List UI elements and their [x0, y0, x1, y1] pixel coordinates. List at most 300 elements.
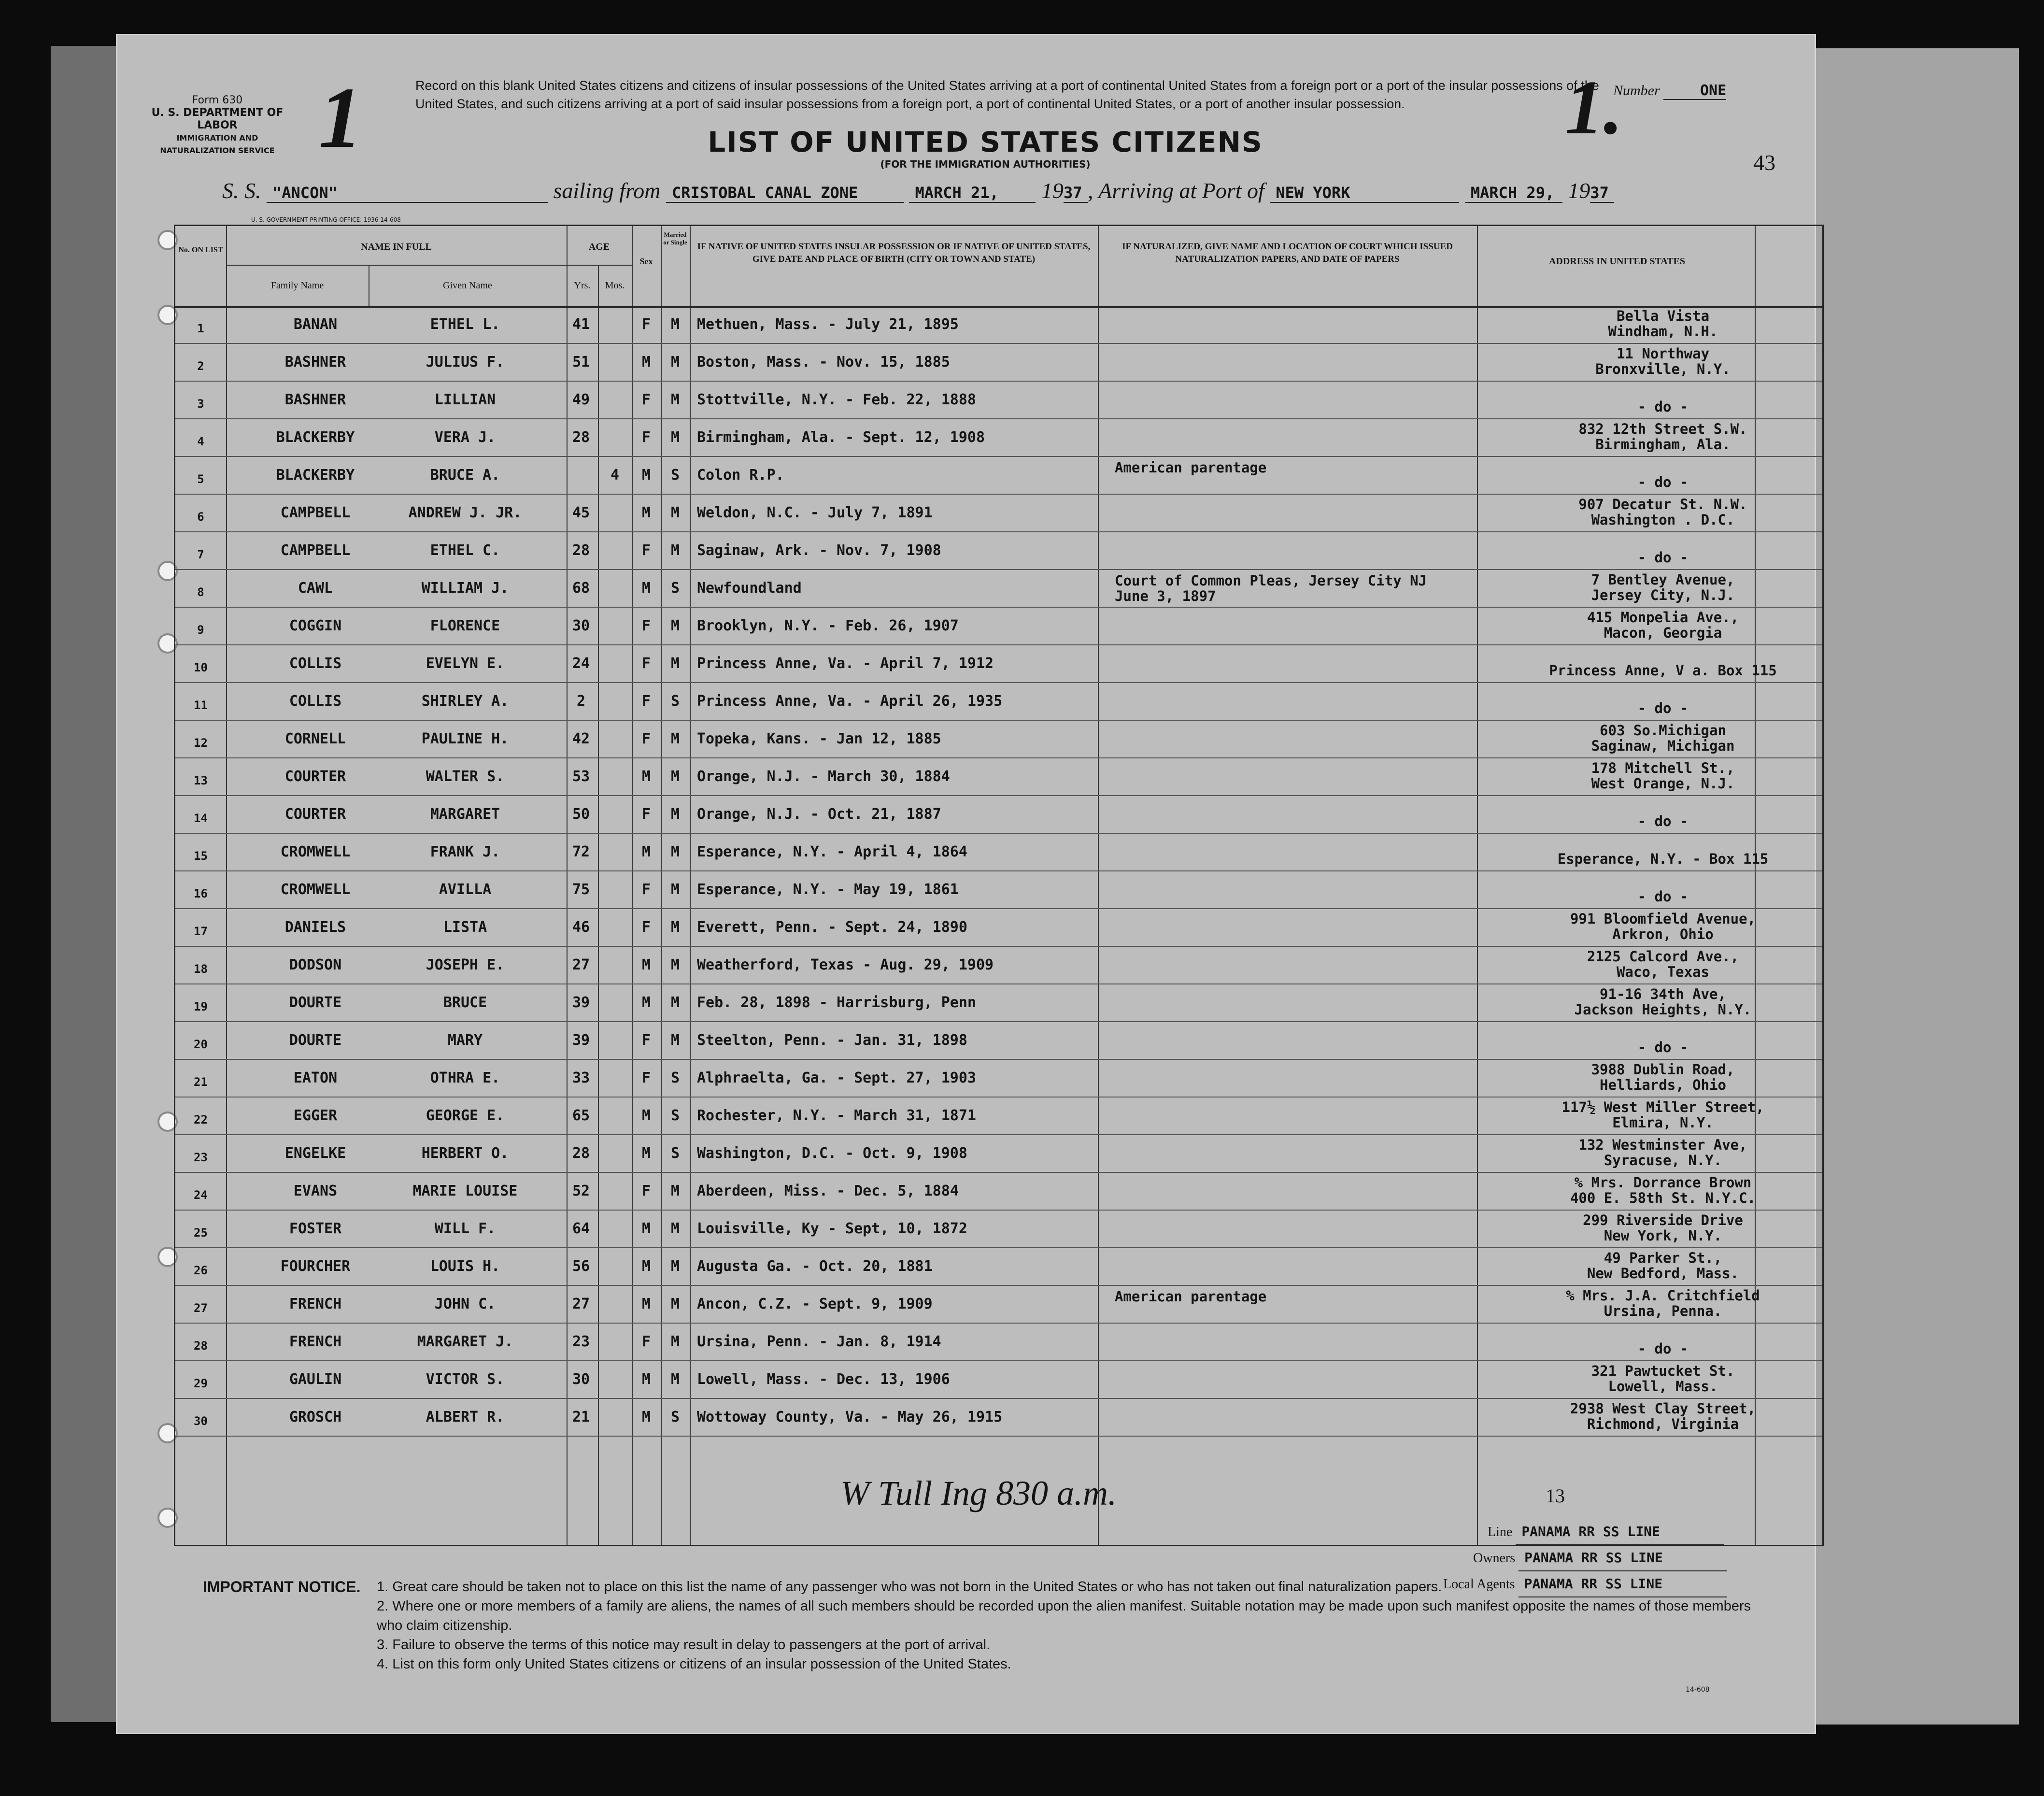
family-name: COURTER [284, 768, 346, 785]
us-address [1494, 384, 1832, 414]
manifest-page [116, 34, 1816, 1734]
age-years: 41 [572, 316, 590, 333]
sex: F [641, 617, 651, 634]
table-row [175, 1361, 1822, 1399]
row-number: 17 [194, 925, 208, 938]
sex: F [641, 693, 651, 710]
punch-hole [159, 1113, 176, 1130]
given-name: VERA J. [434, 429, 496, 446]
age-years: 23 [572, 1333, 590, 1350]
marital-status: M [670, 806, 680, 823]
birth-place-date: Everett, Penn. - Sept. 24, 1890 [697, 919, 967, 936]
form-number: Form 630 [192, 94, 243, 106]
sex: F [641, 881, 651, 898]
marital-status: S [670, 467, 680, 484]
age-years: 28 [572, 1145, 590, 1162]
departure-year-prefix: 19 [1041, 178, 1064, 203]
address-line: 603 So.Michigan [1600, 722, 1726, 739]
given-name: GEORGE E. [426, 1107, 505, 1124]
age-years: 30 [572, 1371, 590, 1388]
marital-status: M [670, 391, 680, 408]
given-name: OTHRA E. [430, 1069, 500, 1086]
handwritten-count: 13 [1546, 1485, 1565, 1507]
age-years: 30 [572, 617, 590, 634]
arrival-year: 37 [1590, 184, 1614, 203]
address-line: 178 Mitchell St., [1591, 760, 1735, 776]
address-line: Elmira, N.Y. [1612, 1114, 1714, 1131]
given-name: MARY [447, 1032, 483, 1049]
table-row [175, 645, 1822, 683]
naturalization-line: Court of Common Pleas, Jersey City NJ [1115, 572, 1427, 589]
marital-status: M [670, 994, 680, 1011]
family-name: BLACKERBY [276, 467, 355, 484]
given-name: JOHN C. [434, 1296, 496, 1312]
address-line: - do - [1637, 1039, 1689, 1055]
address-line: Esperance, N.Y. - Box 115 [1557, 851, 1769, 867]
row-number: 9 [197, 623, 204, 637]
us-address [1494, 1326, 1832, 1356]
us-address [1494, 572, 1832, 603]
address-line: Jersey City, N.J. [1591, 587, 1735, 603]
family-name: EVANS [293, 1183, 338, 1199]
row-number: 30 [194, 1414, 208, 1428]
address-line: Bronxville, N.Y. [1595, 361, 1731, 377]
birth-place-date: Esperance, N.Y. - May 19, 1861 [697, 881, 959, 898]
ship-name: "ANCON" [267, 184, 548, 203]
address-line [1494, 459, 1832, 474]
age-years: 64 [572, 1220, 590, 1237]
marital-status: M [670, 730, 680, 747]
sex: F [641, 1069, 651, 1086]
address-line: Jackson Heights, N.Y. [1574, 1001, 1752, 1018]
us-address [1494, 308, 1832, 339]
us-address [1494, 949, 1832, 980]
address-line: 132 Westminster Ave, [1578, 1137, 1747, 1153]
marital-status: S [670, 1145, 680, 1162]
birth-place-date: Esperance, N.Y. - April 4, 1864 [697, 843, 967, 860]
us-address [1494, 647, 1832, 678]
sex: F [641, 1333, 651, 1350]
address-line [1494, 1024, 1832, 1040]
us-address [1494, 459, 1832, 490]
header-given-name: Given Name [443, 280, 492, 291]
marital-status: M [670, 655, 680, 672]
arriving-label: , Arriving at Port of [1087, 178, 1264, 203]
family-name: CAWL [298, 580, 333, 597]
header-address: ADDRESS IN UNITED STATES [1548, 256, 1686, 267]
sex: F [641, 429, 651, 446]
age-months: 4 [610, 467, 620, 484]
naturalization-info [1115, 573, 1427, 604]
table-row [175, 1286, 1822, 1324]
table-row [175, 796, 1822, 834]
age-years: 72 [572, 843, 590, 860]
marital-status: S [670, 1107, 680, 1124]
sex: M [641, 467, 651, 484]
marital-status: S [670, 1409, 680, 1425]
family-name: FOURCHER [280, 1258, 351, 1275]
table-row [175, 1060, 1822, 1098]
address-line: Washington . D.C. [1591, 512, 1735, 528]
row-number: 28 [194, 1339, 208, 1353]
marital-status: M [670, 956, 680, 973]
punch-hole [159, 232, 176, 248]
marital-status: M [670, 1183, 680, 1199]
address-line: West Orange, N.J. [1591, 775, 1735, 792]
age-years: 28 [572, 542, 590, 559]
marital-status: S [670, 693, 680, 710]
address-line: Windham, N.H. [1608, 323, 1718, 340]
age-years: 45 [572, 504, 590, 521]
birth-place-date: Feb. 28, 1898 - Harrisburg, Penn [697, 994, 976, 1011]
marital-status: S [670, 1069, 680, 1086]
address-line: 3988 Dublin Road, [1591, 1061, 1735, 1078]
sex: M [641, 1371, 651, 1388]
line-label: Line [1488, 1525, 1513, 1539]
number-field [1613, 82, 1726, 100]
table-row [175, 721, 1822, 758]
address-line: 832 12th Street S.W. [1578, 421, 1747, 437]
us-address [1494, 1175, 1832, 1206]
voyage-line [222, 178, 1816, 207]
notice-item: 2. Where one or more members of a family are aliens, the names of all such members should be recorded upon the alien manifest. Suitable notation may be made upon such manifest opposite the names of those members who claim citizenship. [377, 1598, 1751, 1633]
address-line: Bella Vista [1616, 308, 1710, 324]
family-name: BANAN [293, 316, 338, 333]
us-address [1494, 723, 1832, 754]
header-birth: IF NATIVE OF UNITED STATES INSULAR POSSESSION OR IF NATIVE OF UNITED STATES, GIVE DATE AND PLACE OF BIRTH (CITY OR TOWN AND STATE) [697, 242, 1091, 264]
address-line [1494, 836, 1832, 851]
birth-place-date: Alphraelta, Ga. - Sept. 27, 1903 [697, 1069, 976, 1086]
address-line: 321 Pawtucket St. [1591, 1363, 1735, 1379]
address-line [1494, 384, 1832, 399]
row-divider [175, 1436, 1822, 1437]
address-line [1494, 685, 1832, 700]
notice-label: IMPORTANT NOTICE. [203, 1578, 361, 1596]
address-line: 907 Decatur St. N.W. [1578, 496, 1747, 513]
family-name: COURTER [284, 806, 346, 823]
address-line [1494, 798, 1832, 813]
address-line: 91-16 34th Ave, [1600, 986, 1726, 1002]
marital-status: M [670, 919, 680, 936]
us-address [1494, 836, 1832, 867]
address-line: Princess Anne, V a. Box 115 [1549, 662, 1777, 679]
address-line: Macon, Georgia [1604, 625, 1722, 641]
sex: M [641, 768, 651, 785]
row-number: 18 [194, 962, 208, 976]
line-value: PANAMA RR SS LINE [1516, 1519, 1724, 1545]
birth-place-date: Weatherford, Texas - Aug. 29, 1909 [697, 956, 994, 973]
sex: F [641, 391, 651, 408]
address-line: Birmingham, Ala. [1595, 436, 1731, 453]
row-number: 29 [194, 1377, 208, 1390]
age-years: 46 [572, 919, 590, 936]
birth-place-date: Louisville, Ky - Sept, 10, 1872 [697, 1220, 967, 1237]
marital-status: M [670, 542, 680, 559]
given-name: JOSEPH E. [426, 956, 505, 973]
birth-place-date: Brooklyn, N.Y. - Feb. 26, 1907 [697, 617, 959, 634]
age-years: 75 [572, 881, 590, 898]
address-line: - do - [1637, 399, 1689, 415]
page-title: LIST OF UNITED STATES CITIZENS [708, 126, 1263, 158]
birth-place-date: Orange, N.J. - Oct. 21, 1887 [697, 806, 941, 823]
table-row [175, 947, 1822, 984]
birth-place-date: Birmingham, Ala. - Sept. 12, 1908 [697, 429, 985, 446]
sex: F [641, 1183, 651, 1199]
form-identifier [145, 94, 290, 157]
family-name: BLACKERBY [276, 429, 355, 446]
given-name: FLORENCE [430, 617, 500, 634]
row-number: 7 [197, 548, 204, 561]
family-name: GROSCH [289, 1409, 342, 1425]
age-years: 49 [572, 391, 590, 408]
birth-place-date: Colon R.P. [697, 467, 784, 484]
family-name: BASHNER [284, 354, 346, 371]
age-years: 42 [572, 730, 590, 747]
agents-label: Local Agents [1443, 1577, 1515, 1592]
header-mos: Mos. [605, 280, 625, 291]
birth-place-date: Methuen, Mass. - July 21, 1895 [697, 316, 959, 333]
given-name: HERBERT O. [421, 1145, 509, 1162]
age-years: 50 [572, 806, 590, 823]
naturalization-info [1115, 1289, 1266, 1304]
address-line: - do - [1637, 888, 1689, 905]
family-name: DODSON [289, 956, 342, 973]
naturalization-line: June 3, 1897 [1115, 588, 1216, 604]
table-row [175, 1098, 1822, 1135]
family-name: DANIELS [284, 919, 346, 936]
us-address [1494, 1024, 1832, 1055]
table-row [175, 344, 1822, 382]
given-name: LILLIAN [434, 391, 496, 408]
owners-label: Owners [1473, 1551, 1516, 1566]
table-row [175, 834, 1822, 871]
sex: F [641, 919, 651, 936]
given-name: BRUCE A. [430, 467, 500, 484]
table-row [175, 1135, 1822, 1173]
row-number: 1 [197, 322, 204, 335]
marital-status: M [670, 1220, 680, 1237]
important-notice [203, 1577, 1773, 1674]
marital-status: M [670, 1333, 680, 1350]
agents-value: PANAMA RR SS LINE [1519, 1571, 1727, 1597]
us-address [1494, 873, 1832, 904]
address-line: New York, N.Y. [1604, 1227, 1722, 1244]
naturalization-line: American parentage [1115, 459, 1267, 476]
notice-items [377, 1577, 1773, 1674]
given-name: ETHEL L. [430, 316, 500, 333]
us-address [1494, 1288, 1832, 1319]
table-row [175, 1324, 1822, 1361]
given-name: ANDREW J. JR. [408, 504, 522, 521]
row-number: 15 [194, 849, 208, 863]
family-name: CAMPBELL [280, 504, 351, 521]
row-number: 23 [194, 1151, 208, 1164]
row-number: 14 [194, 812, 208, 825]
address-line: 49 Parker St., [1604, 1250, 1722, 1266]
family-name: ENGELKE [284, 1145, 346, 1162]
address-line: 400 E. 58th St. N.Y.C. [1570, 1190, 1756, 1206]
table-row [175, 1022, 1822, 1060]
table-row [175, 306, 1822, 344]
header-family-name: Family Name [270, 280, 324, 291]
table-row [175, 457, 1822, 495]
age-years: 2 [576, 693, 586, 710]
us-address [1494, 497, 1832, 527]
address-line: 299 Riverside Drive [1583, 1212, 1743, 1228]
given-name: WILLIAM J. [421, 580, 509, 597]
birth-place-date: Augusta Ga. - Oct. 20, 1881 [697, 1258, 933, 1275]
birth-place-date: Washington, D.C. - Oct. 9, 1908 [697, 1145, 967, 1162]
birth-place-date: Weldon, N.C. - July 7, 1891 [697, 504, 933, 521]
given-name: VICTOR S. [426, 1371, 505, 1388]
given-name: LOUIS H. [430, 1258, 500, 1275]
birth-place-date: Wottoway County, Va. - May 26, 1915 [697, 1409, 1003, 1425]
sex: M [641, 1409, 651, 1425]
marital-status: M [670, 429, 680, 446]
birth-place-date: Orange, N.J. - March 30, 1884 [697, 768, 950, 785]
address-line: 415 Monpelia Ave., [1587, 609, 1739, 626]
sex: M [641, 1220, 651, 1237]
age-years: 51 [572, 354, 590, 371]
arrival-port: NEW YORK [1270, 184, 1459, 203]
address-line [1494, 873, 1832, 889]
punch-hole [159, 1249, 176, 1265]
address-line: 7 Bentley Avenue, [1591, 571, 1735, 588]
sex: F [641, 1032, 651, 1049]
us-address [1494, 1137, 1832, 1168]
punch-hole [159, 635, 176, 652]
page-subtitle: (FOR THE IMMIGRATION AUTHORITIES) [880, 158, 1091, 170]
birth-place-date: Topeka, Kans. - Jan 12, 1885 [697, 730, 941, 747]
sex: M [641, 994, 651, 1011]
table-row [175, 1173, 1822, 1211]
birth-place-date: Rochester, N.Y. - March 31, 1871 [697, 1107, 976, 1124]
us-address [1494, 1062, 1832, 1093]
given-name: WILL F. [434, 1220, 496, 1237]
age-years: 65 [572, 1107, 590, 1124]
header-age: AGE [588, 242, 610, 252]
number-value: ONE [1663, 82, 1726, 100]
row-number: 25 [194, 1226, 208, 1240]
marital-status: M [670, 1258, 680, 1275]
table-row [175, 608, 1822, 645]
address-line: - do - [1637, 700, 1689, 716]
birth-place-date: Lowell, Mass. - Dec. 13, 1906 [697, 1371, 950, 1388]
table-row [175, 570, 1822, 608]
family-name: COGGIN [289, 617, 342, 634]
address-line: Lowell, Mass. [1608, 1378, 1718, 1395]
sex: M [641, 1107, 651, 1124]
family-name: FRENCH [289, 1296, 342, 1312]
given-name: PAULINE H. [421, 730, 509, 747]
given-name: MARGARET J. [417, 1333, 513, 1350]
us-address [1494, 346, 1832, 377]
us-address [1494, 1212, 1832, 1243]
family-name: EATON [293, 1069, 338, 1086]
row-number: 4 [197, 435, 204, 448]
row-number: 5 [197, 472, 204, 486]
naturalization-line: American parentage [1115, 1288, 1267, 1305]
sex: F [641, 542, 651, 559]
given-name: JULIUS F. [426, 354, 505, 371]
birth-place-date: Saginaw, Ark. - Nov. 7, 1908 [697, 542, 941, 559]
family-name: EGGER [293, 1107, 338, 1124]
given-name: AVILLA [439, 881, 492, 898]
sex: M [641, 956, 651, 973]
row-number: 16 [194, 887, 208, 900]
ss-label: S. S. [222, 178, 261, 203]
birth-place-date: Steelton, Penn. - Jan. 31, 1898 [697, 1032, 967, 1049]
given-name: LISTA [443, 919, 487, 936]
punch-hole [159, 1510, 176, 1526]
address-line [1494, 1326, 1832, 1341]
address-line: % Mrs. J.A. Critchfield [1566, 1287, 1760, 1304]
address-line: 2938 West Clay Street, [1570, 1400, 1756, 1417]
us-address [1494, 1363, 1832, 1394]
row-number: 12 [194, 736, 208, 750]
family-name: COLLIS [289, 655, 342, 672]
age-years: 53 [572, 768, 590, 785]
row-number: 19 [194, 1000, 208, 1013]
age-years: 24 [572, 655, 590, 672]
table-row [175, 532, 1822, 570]
family-name: DOURTE [289, 1032, 342, 1049]
notice-item: 1. Great care should be taken not to place on this list the name of any passenger who was not born in the United States or who has not taken out final naturalization papers. [377, 1579, 1442, 1595]
department-name: U. S. DEPARTMENT OF LABOR [151, 107, 284, 131]
birth-place-date: Princess Anne, Va. - April 26, 1935 [697, 693, 1003, 710]
marital-status: M [670, 617, 680, 634]
us-address [1494, 685, 1832, 716]
address-line: Syracuse, N.Y. [1604, 1152, 1722, 1169]
arrival-year-prefix: 19 [1568, 178, 1590, 203]
table-row [175, 871, 1822, 909]
age-years: 21 [572, 1409, 590, 1425]
birth-place-date: Newfoundland [697, 580, 802, 597]
marital-status: M [670, 316, 680, 333]
address-line: % Mrs. Dorrance Brown [1574, 1174, 1752, 1191]
age-years: 27 [572, 956, 590, 973]
age-years: 33 [572, 1069, 590, 1086]
marital-status: S [670, 580, 680, 597]
row-number: 20 [194, 1038, 208, 1051]
row-number: 22 [194, 1113, 208, 1126]
row-number: 2 [197, 359, 204, 373]
family-name: CROMWELL [280, 881, 351, 898]
naturalization-info [1115, 460, 1266, 475]
address-line: Waco, Texas [1616, 964, 1710, 980]
given-name: WALTER S. [426, 768, 505, 785]
row-number: 10 [194, 661, 208, 674]
printer-note: U. S. GOVERNMENT PRINTING OFFICE: 1936 14-608 [251, 216, 401, 223]
given-name: FRANK J. [430, 843, 500, 860]
us-address [1494, 986, 1832, 1017]
service-name: IMMIGRATION AND NATURALIZATION SERVICE [160, 133, 275, 155]
sailing-from-label: sailing from [553, 178, 661, 203]
sex: M [641, 1145, 651, 1162]
sex: F [641, 655, 651, 672]
table-row [175, 1399, 1822, 1437]
sex: M [641, 1296, 651, 1312]
birth-place-date: Ursina, Penn. - Jan. 8, 1914 [697, 1333, 941, 1350]
birth-place-date: Princess Anne, Va. - April 7, 1912 [697, 655, 994, 672]
us-address [1494, 534, 1832, 565]
sex: F [641, 316, 651, 333]
sex: M [641, 1258, 651, 1275]
row-number: 21 [194, 1075, 208, 1089]
birth-place-date: Stottville, N.Y. - Feb. 22, 1888 [697, 391, 976, 408]
age-years: 39 [572, 1032, 590, 1049]
address-line: - do - [1637, 474, 1689, 490]
